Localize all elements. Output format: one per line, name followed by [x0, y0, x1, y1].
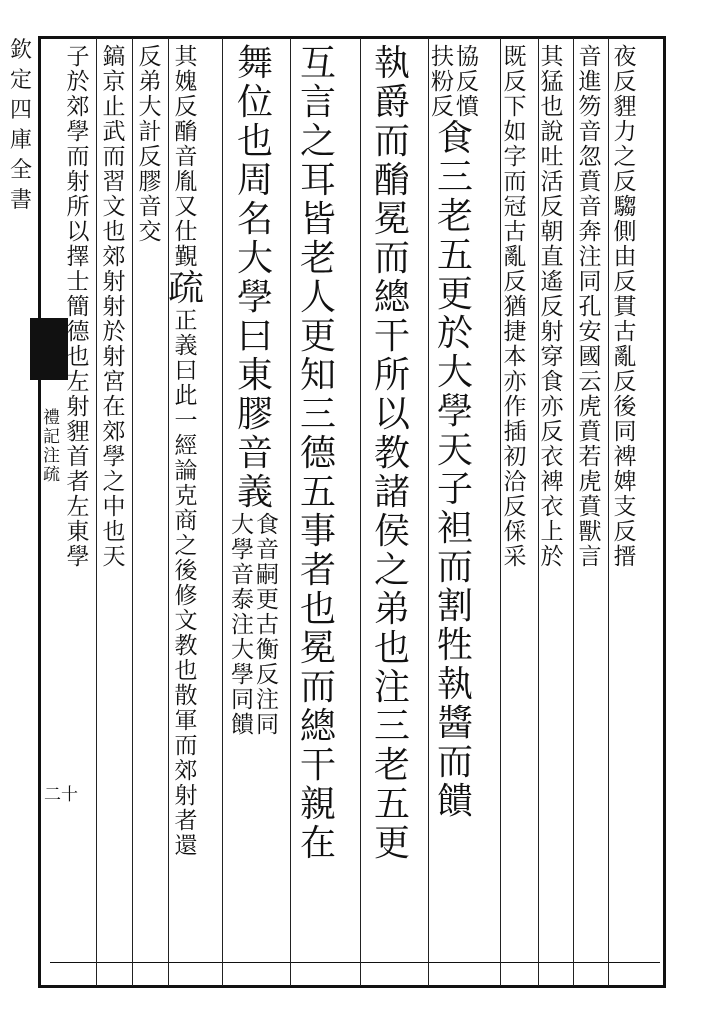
commentary-text: 扶 粉 反 [431, 44, 454, 120]
text-column-c5 [429, 46, 481, 823]
commentary-text: 反 弟 大 計 反 膠 音 交 [138, 44, 162, 245]
commentary-text: 其 猛 也 說 吐 活 反 朝 直 遙 反 射 穿 食 亦 反 衣 裨 衣 上 於 [540, 44, 564, 570]
text-column-c8 [229, 43, 281, 739]
column-rule [290, 38, 291, 986]
text-column-c2 [577, 46, 603, 571]
column-rule [573, 38, 574, 986]
commentary-text: 子 於 郊 學 而 射 所 以 擇 士 簡 德 也 左 射 貍 首 者 左 東 學 [66, 44, 90, 570]
main-text: 食 三 老 五 更 於 大 學 天 子 袒 而 割 牲 執 醬 而 饋 [436, 118, 473, 822]
column-rule [608, 38, 609, 986]
page-number: 二十 [44, 785, 78, 805]
main-text: 舞 位 也 周 名 大 學 曰 東 膠 音 義 [236, 43, 273, 513]
book-title-text: 禮 記 注 疏 [43, 408, 60, 485]
commentary-text: 既 反 下 如 字 而 冠 古 亂 反 猶 捷 本 亦 作 插 初 洽 反 倸 采 [503, 44, 527, 570]
column-rule [222, 38, 223, 986]
text-column-c4 [502, 46, 528, 571]
text-column-c1 [612, 46, 638, 571]
commentary-text: 鎬 京 止 武 而 習 文 也 郊 射 射 於 射 宮 在 郊 學 之 中 也 天 [102, 44, 126, 570]
commentary-text: 夜 反 貍 力 之 反 騶 側 由 反 貫 古 亂 反 後 同 裨 婢 支 反 搢 [613, 44, 637, 570]
bottom-rule [50, 962, 660, 963]
column-rule [168, 38, 169, 986]
commentary-text: 食 音 嗣 更 古 衡 反 注 同 [256, 512, 279, 738]
text-column-c10 [137, 46, 163, 246]
commentary-text: 其 媿 反 酳 音 胤 又 仕 覲 [174, 44, 198, 270]
main-text: 執 爵 而 酳 冕 而 總 干 所 以 教 諸 侯 之 弟 也 注 三 老 五 更 [373, 43, 410, 864]
commentary-text: 協 反 憤 [456, 44, 479, 120]
commentary-text: 大 學 音 泰 注 大 學 同 饋 [231, 512, 254, 738]
main-text: 互 言 之 耳 皆 老 人 更 知 三 德 五 事 者 也 冕 而 總 干 親 在 [299, 43, 336, 864]
side-title [6, 40, 36, 220]
text-column-c3 [539, 46, 565, 571]
column-rule [500, 38, 501, 986]
column-rule [132, 38, 133, 986]
commentary-text: 正 義 曰 此 一 經 論 克 商 之 後 修 文 教 也 散 軍 而 郊 射 者 還 [174, 308, 198, 859]
fishtail-mark [30, 318, 68, 380]
text-column-c6 [373, 43, 411, 865]
book-title [43, 410, 60, 486]
text-column-c11 [101, 46, 127, 571]
column-rule [360, 38, 361, 986]
text-column-c7 [299, 43, 337, 865]
text-column-c9 [168, 44, 205, 860]
commentary-text: 音 進 笏 音 忽 賁 音 奔 注 同 孔 安 國 云 虎 賁 若 虎 賁 獸 言 [578, 44, 602, 570]
main-text: 疏 [168, 268, 205, 309]
text-column-c12 [65, 46, 91, 571]
side-title-text: 欽 定 四 庫 全 書 [9, 38, 32, 213]
column-rule [96, 38, 97, 986]
